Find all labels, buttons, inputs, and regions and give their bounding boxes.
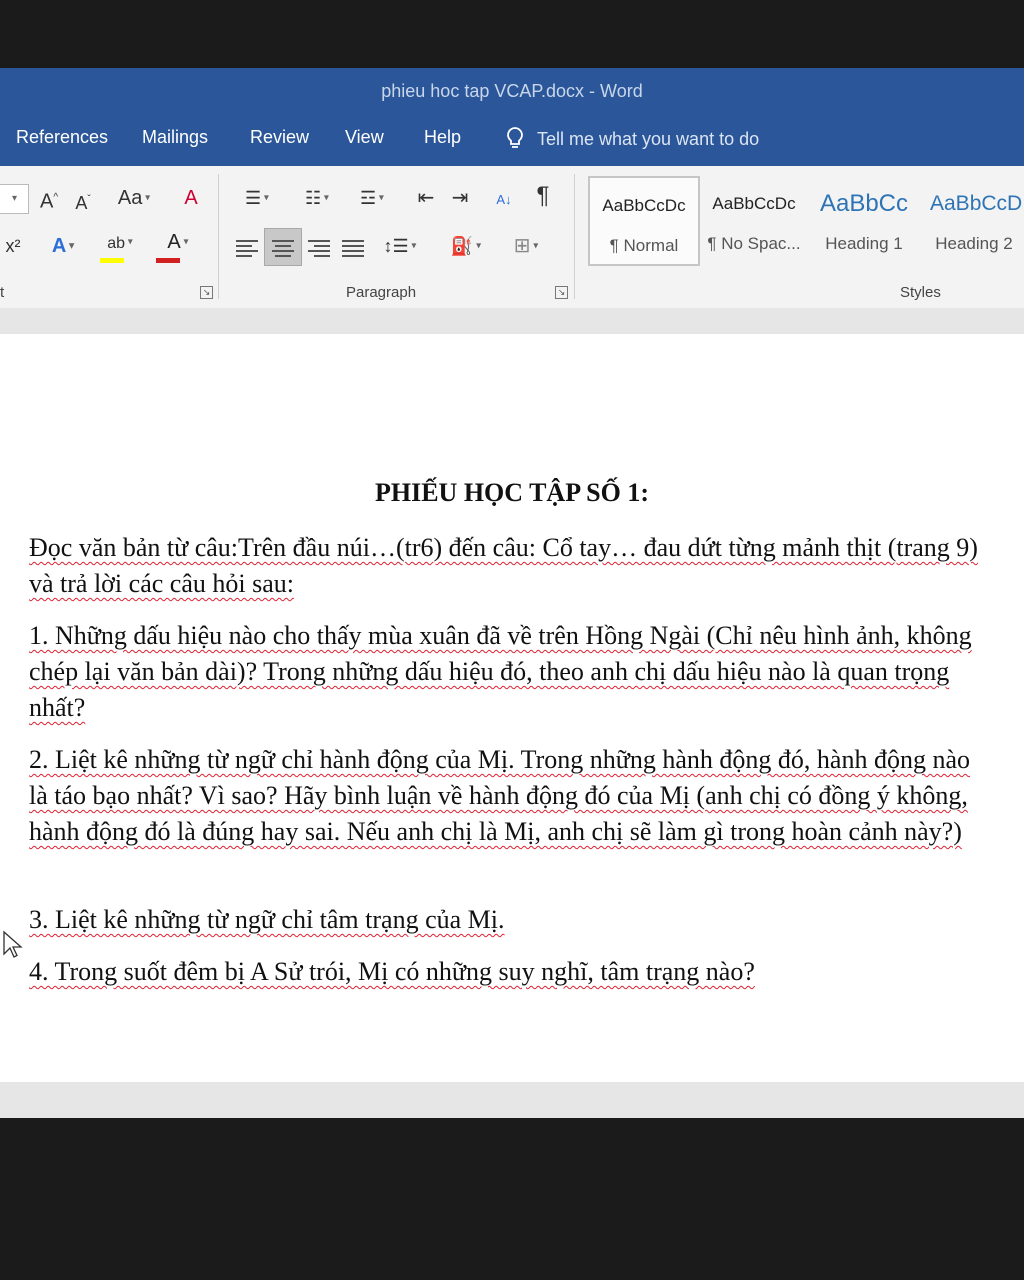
font-dialog-launcher[interactable]: ↘: [200, 286, 213, 299]
numbered-list-icon: ☷: [305, 188, 322, 208]
document-title: PHIẾU HỌC TẬP SỐ 1:: [374, 478, 649, 507]
increase-indent-icon[interactable]: ⇥: [451, 187, 469, 209]
justify-icon[interactable]: [342, 238, 364, 258]
highlight-color-button[interactable]: ab ▾: [96, 228, 144, 258]
title-bar: [0, 68, 1024, 114]
shrink-font-button[interactable]: $A^ˇ$: [75, 193, 91, 213]
line-spacing-button[interactable]: ↕☰ ▾: [383, 236, 417, 256]
lightbulb-icon: [505, 126, 525, 152]
paragraph-dialog-launcher[interactable]: ↘: [555, 286, 568, 299]
tab-help[interactable]: Help: [424, 127, 462, 147]
styles-gallery: [588, 176, 1024, 264]
align-right-icon[interactable]: [308, 238, 330, 258]
paragraph-group-label: Paragraph: [346, 284, 417, 301]
group-separator: [574, 174, 575, 299]
tab-view[interactable]: View: [345, 127, 384, 147]
superscript-button[interactable]: x²: [5, 236, 21, 256]
ribbon: [0, 166, 1024, 309]
question-4: 4. Trong suốt đêm bị A Sử trói, Mị có những suy nghĩ, tâm trạng nào?: [29, 957, 755, 986]
bullet-list-icon: ☰: [245, 188, 262, 208]
style-heading-1[interactable]: AaBbCc Heading 1: [819, 190, 909, 253]
tell-me-search[interactable]: [505, 126, 759, 152]
numbering-button[interactable]: ☷ ▾: [305, 188, 329, 208]
document-page[interactable]: [0, 334, 1024, 1082]
tell-me-text: Tell me what you want to do: [537, 128, 760, 149]
change-case-button[interactable]: Aa ▾: [117, 187, 151, 209]
tab-mailings[interactable]: Mailings: [142, 127, 209, 147]
style-no-spacing[interactable]: AaBbCcDc ¶ No Spac...: [707, 194, 801, 253]
borders-button[interactable]: ⊞ ▾: [513, 235, 539, 257]
tab-references[interactable]: References: [16, 127, 109, 147]
style-normal[interactable]: AaBbCcDc ¶ Normal: [588, 176, 700, 266]
show-formatting-marks-button[interactable]: ¶: [536, 182, 550, 209]
align-center-icon: [272, 238, 294, 258]
font-size-dropdown[interactable]: ▾: [0, 184, 29, 214]
style-heading-2[interactable]: AaBbCcD Heading 2: [930, 192, 1023, 253]
window-title: phieu hoc tap VCAP.docx - Word: [381, 81, 643, 101]
clear-formatting-icon[interactable]: A: [184, 187, 198, 209]
multilevel-list-icon: ☲: [360, 188, 377, 208]
word-window: [0, 68, 1024, 1118]
highlight-swatch: [100, 258, 124, 263]
line-spacing-icon: ↕☰: [383, 236, 409, 256]
document-area: [0, 308, 1024, 1118]
ribbon-tabs: [0, 114, 1024, 166]
shading-button[interactable]: ⛽ ▾: [450, 236, 482, 256]
font-color-button[interactable]: A ▾: [154, 228, 202, 257]
question-3: 3. Liệt kê những từ ngữ chỉ tâm trạng của Mị.: [29, 905, 505, 934]
align-center-button[interactable]: [264, 228, 302, 266]
highlighter-icon: ab: [107, 235, 125, 252]
grow-font-button[interactable]: A^: [39, 190, 59, 213]
question-2: 2. Liệt kê những từ ngữ chỉ hành động của Mị. Trong những hành động đó, hành động nào là táo bạo nhất? Vì sao? Hãy bình luận về hành động đó của Mị (anh chị có đồng ý không, hành động đó là đúng hay sai. Nếu anh chị là Mị, anh chị sẽ làm gì trong hoàn cảnh này?): [29, 745, 971, 846]
decrease-indent-icon[interactable]: ⇤: [417, 187, 435, 209]
borders-icon: ⊞: [513, 235, 531, 257]
intro-paragraph: Đọc văn bản từ câu:Trên đầu núi…(tr6) đến câu: Cổ tay… đau dứt từng mảnh thịt (trang 9) và trả lời các câu hỏi sau:: [29, 533, 978, 598]
align-left-icon[interactable]: [236, 238, 258, 258]
styles-group-label: Styles: [900, 284, 941, 301]
font-group-label: t: [0, 284, 5, 301]
text-effects-icon[interactable]: A ▾: [51, 235, 75, 257]
tab-review[interactable]: Review: [250, 127, 310, 147]
paint-bucket-icon: ⛽: [450, 236, 474, 256]
question-1: 1. Những dấu hiệu nào cho thấy mùa xuân đã về trên Hồng Ngài (Chỉ nêu hình ảnh, không chép lại văn bản dài)? Trong những dấu hiệu đó, theo anh chị dấu hiệu nào là quan trọng nhất?: [29, 621, 972, 722]
mouse-pointer-icon: [2, 930, 24, 960]
sort-icon[interactable]: A↓: [496, 192, 512, 207]
group-separator: [218, 174, 219, 299]
bullets-button[interactable]: ☰ ▾: [245, 188, 269, 208]
multilevel-list-button[interactable]: ☲ ▾: [360, 188, 384, 208]
font-color-swatch: [156, 258, 180, 263]
